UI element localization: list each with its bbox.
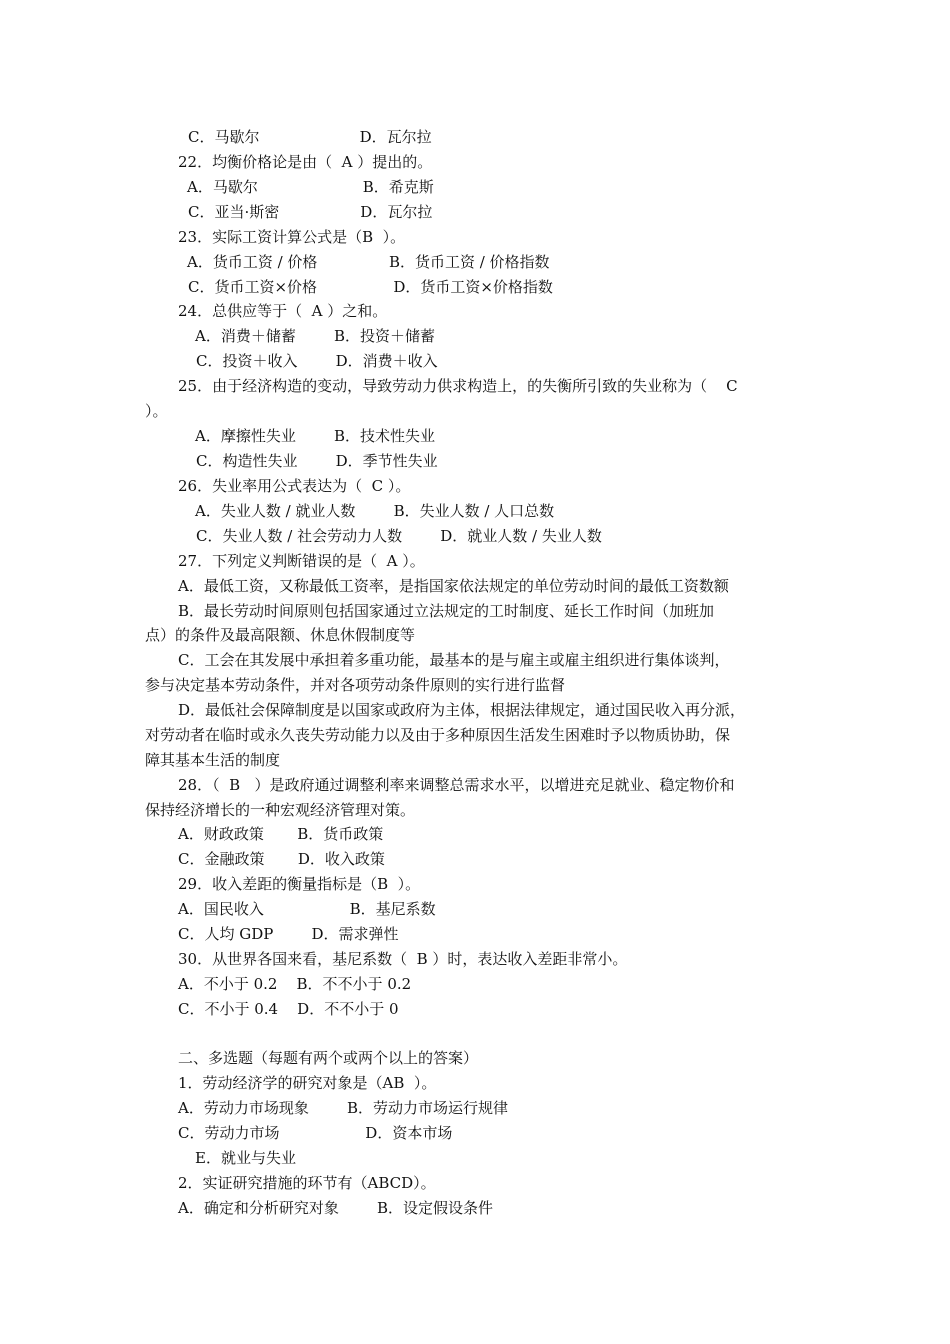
mc1-options-ab: A．劳动力市场现象 B．劳动力市场运行规律 — [178, 1099, 509, 1117]
q30-options-ab: A．不小于 0.2 B．不不小于 0.2 — [178, 975, 412, 993]
q28-stem: 28．（ B ）是政府通过调整利率来调整总需求水平，以增进充足就业、稳定物价和 — [178, 776, 735, 794]
q25-stem-continued: ）。 — [145, 402, 168, 420]
q27-option-b-continued: 点）的条件及最高限额、休息休假制度等 — [145, 626, 416, 644]
q26-options-ab: A．失业人数 / 就业人数 B．失业人数 / 人口总数 — [195, 502, 555, 520]
q26-options-cd: C．失业人数 / 社会劳动力人数 D．就业人数 / 失业人数 — [196, 527, 602, 545]
q27-option-d-continued-1: 对劳动者在临时或永久丧失劳动能力以及由于多种原因生活发生困难时予以物质协助，保 — [145, 726, 731, 744]
q23-options-ab: A．货币工资 / 价格 B．货币工资 / 价格指数 — [187, 253, 550, 271]
mc2-stem: 2．实证研究措施的环节有（ABCD）。 — [178, 1174, 436, 1192]
q27-option-c: C．工会在其发展中承担着多重功能，最基本的是与雇主或雇主组织进行集体谈判， — [178, 651, 730, 669]
q27-option-a: A．最低工资，又称最低工资率，是指国家依法规定的单位劳动时间的最低工资数额 — [178, 577, 729, 595]
q23-options-cd: C．货币工资×价格 D．货币工资×价格指数 — [188, 278, 553, 296]
q22-options-cd: C．亚当·斯密 D．瓦尔拉 — [188, 203, 433, 221]
q30-options-cd: C．不小于 0.4 D．不不小于 0 — [178, 1000, 399, 1018]
mc1-options-cd: C．劳动力市场 D．资本市场 — [178, 1124, 453, 1142]
q22-options-ab: A．马歇尔 B．希克斯 — [187, 178, 434, 196]
q27-option-c-continued: 参与决定基本劳动条件，并对各项劳动条件原则的实行进行监督 — [145, 676, 566, 694]
mc1-stem: 1．劳动经济学的研究对象是（AB ）。 — [178, 1074, 437, 1092]
q29-options-cd: C．人均 GDP D．需求弹性 — [178, 925, 399, 943]
q25-stem: 25．由于经济构造的变动，导致劳动力供求构造上，的失衡所引致的失业称为（ C — [178, 377, 738, 395]
q28-options-cd: C．金融政策 D．收入政策 — [178, 850, 385, 868]
q29-options-ab: A．国民收入 B．基尼系数 — [178, 900, 436, 918]
q23-stem: 23．实际工资计算公式是（B ）。 — [178, 228, 406, 246]
q27-stem: 27．下列定义判断错误的是（ A ）。 — [178, 552, 425, 570]
q25-options-ab: A．摩擦性失业 B．技术性失业 — [195, 427, 436, 445]
q24-options-ab: A．消费＋储蓄 B．投资＋储蓄 — [195, 327, 436, 345]
q28-options-ab: A．财政政策 B．货币政策 — [178, 825, 384, 843]
q24-options-cd: C．投资＋收入 D．消费＋收入 — [196, 352, 438, 370]
mc1-option-e: E．就业与失业 — [195, 1149, 296, 1167]
q30-stem: 30．从世界各国来看，基尼系数（ B ）时，表达收入差距非常小。 — [178, 950, 628, 968]
mc2-options-ab: A．确定和分析研究对象 B．设定假设条件 — [178, 1199, 494, 1217]
q25-options-cd: C．构造性失业 D．季节性失业 — [196, 452, 438, 470]
q21-options-cd: C．马歇尔 D．瓦尔拉 — [188, 128, 432, 146]
q28-stem-continued: 保持经济增长的一种宏观经济管理对策。 — [145, 801, 416, 819]
q27-option-d: D．最低社会保障制度是以国家或政府为主体，根据法律规定，通过国民收入再分派， — [178, 701, 746, 719]
q22-stem: 22．均衡价格论是由（ A ）提出的。 — [178, 153, 433, 171]
q26-stem: 26．失业率用公式表达为（ C ）。 — [178, 477, 411, 495]
q24-stem: 24．总供应等于（ A ）之和。 — [178, 302, 388, 320]
q29-stem: 29．收入差距的衡量指标是（B ）。 — [178, 875, 421, 893]
q27-option-d-continued-2: 障其基本生活的制度 — [145, 751, 281, 769]
section-heading-multiple-choice: 二、多选题（每题有两个或两个以上的答案） — [178, 1049, 479, 1067]
q27-option-b: B．最长劳动时间原则包括国家通过立法规定的工时制度、延长工作时间（加班加 — [178, 602, 715, 620]
